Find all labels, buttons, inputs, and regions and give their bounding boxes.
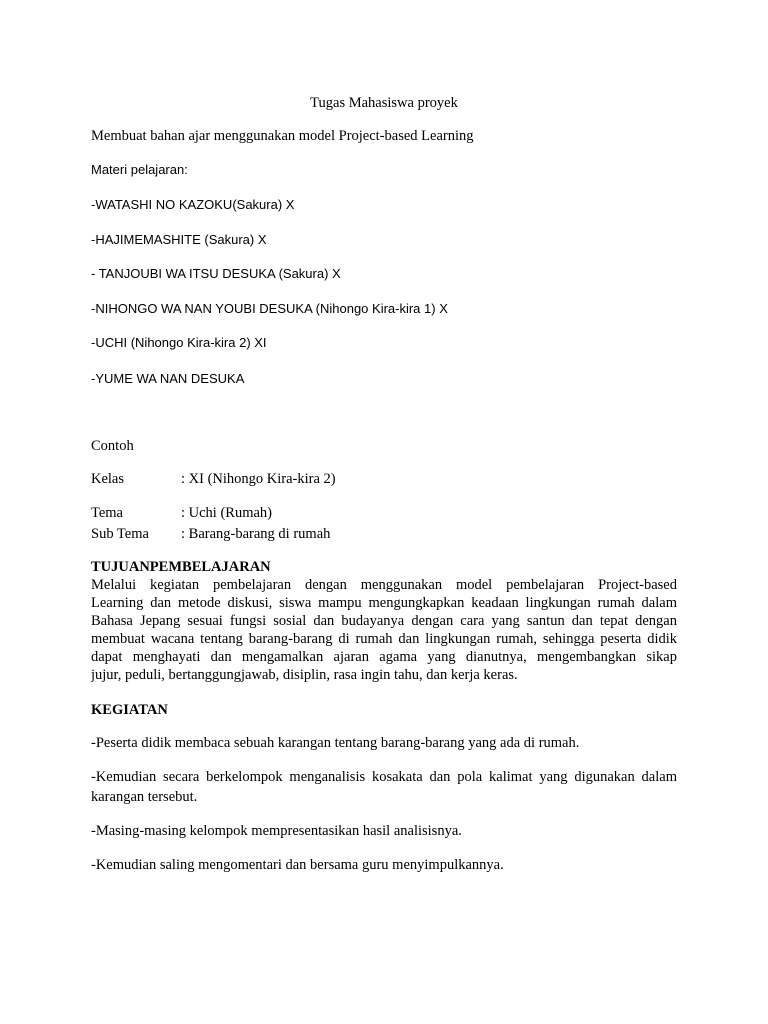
materi-heading: Materi pelajaran: (91, 162, 188, 177)
materi-item: - TANJOUBI WA ITSU DESUKA (Sakura) X (91, 266, 341, 281)
contoh-label: Contoh (91, 438, 134, 454)
tujuan-paragraph (91, 576, 677, 684)
tujuan-line: membuat wacana tentang barang-barang di rumah dan lingkungan rumah, sehingga peserta didik (91, 631, 677, 647)
kegiatan-heading: KEGIATAN (91, 702, 168, 718)
kegiatan-line: -Kemudian secara berkelompok menganalisis kosakata dan pola kalimat yang digunakan dalam (91, 769, 677, 785)
tujuan-heading: TUJUANPEMBELAJARAN (91, 559, 271, 575)
materi-item: -WATASHI NO KAZOKU(Sakura) X (91, 197, 295, 212)
kegiatan-line: karangan tersebut. (91, 789, 198, 805)
kegiatan-item (91, 855, 677, 875)
materi-item: -NIHONGO WA NAN YOUBI DESUKA (Nihongo Kira-kira 1) X (91, 301, 448, 316)
kegiatan-item (91, 821, 677, 841)
materi-item: -UCHI (Nihongo Kira-kira 2) XI (91, 335, 267, 350)
kelas-label: Kelas (91, 471, 125, 487)
sub-tema-value: : Barang-barang di rumah (181, 526, 331, 542)
sub-tema-label: Sub Tema (91, 526, 149, 542)
kelas-value: : XI (Nihongo Kira-kira 2) (181, 471, 336, 487)
tujuan-line: Melalui kegiatan pembelajaran dengan menggunakan model pembelajaran Project-based (91, 577, 677, 593)
materi-item: -HAJIMEMASHITE (Sakura) X (91, 232, 267, 247)
tujuan-line: dapat menghayati dan mengamalkan ajaran agama yang dianutnya, mengembangkan sikap (91, 649, 677, 665)
kegiatan-item (91, 733, 677, 753)
kegiatan-line: -Peserta didik membaca sebuah karangan tentang barang-barang yang ada di rumah. (91, 735, 580, 751)
tujuan-line: jujur, peduli, bertanggungjawab, disiplin, rasa ingin tahu, dan kerja keras. (91, 667, 518, 683)
tujuan-line: Learning dan metode diskusi, siswa mampu mengungkapkan keadaan lingkungan rumah dalam (91, 595, 677, 611)
tema-value: : Uchi (Rumah) (181, 505, 273, 521)
tema-label: Tema (91, 505, 123, 521)
materi-item: -YUME WA NAN DESUKA (91, 371, 245, 386)
kegiatan-line: -Kemudian saling mengomentari dan bersama guru menyimpulkannya. (91, 857, 504, 873)
tujuan-line: Bahasa Jepang sesuai fungsi sosial dan budayanya dengan cara yang santun dan tepat dengan (91, 613, 677, 629)
kegiatan-item (91, 767, 677, 807)
document-title: Tugas Mahasiswa proyek (310, 95, 458, 111)
kegiatan-line: -Masing-masing kelompok mempresentasikan hasil analisisnya. (91, 823, 462, 839)
document-subtitle: Membuat bahan ajar menggunakan model Project-based Learning (91, 128, 474, 144)
